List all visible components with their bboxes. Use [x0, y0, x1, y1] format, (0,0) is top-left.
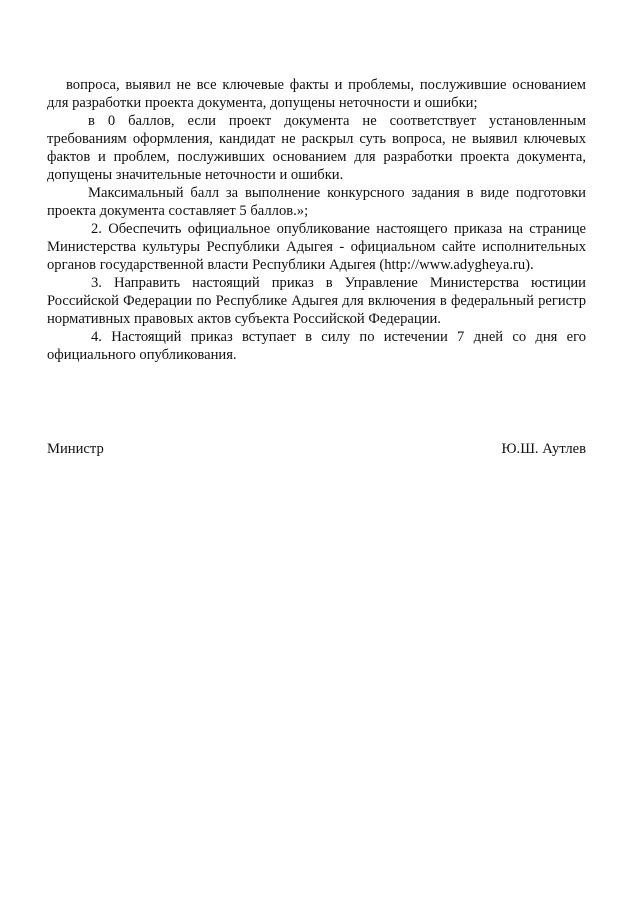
paragraph-item-2-publication: 2. Обеспечить официальное опубликование настоящего приказа на странице Министерства культуры Республики Адыгея - официальном сайте исполнительных органов государственной власти Республики Адыгея (http://www.adygheya.ru). [47, 221, 586, 273]
signatory-name: Ю.Ш. Аутлев [501, 441, 586, 457]
paragraph-zero-points: в 0 баллов, если проект документа не соответствует установленным требованиям оформления, кандидат не раскрыл суть вопроса, не выявил ключевых фактов и проблем, послуживших основанием для разработки проекта документа, допущены значительные неточности и ошибки. [47, 113, 586, 183]
signatory-position: Министр [47, 441, 104, 457]
document-body [47, 76, 586, 364]
paragraph-question-errors: вопроса, выявил не все ключевые факты и проблемы, послужившие основанием для разработки проекта документа, допущены неточности и ошибки; [47, 77, 586, 111]
paragraph-max-score: Максимальный балл за выполнение конкурсного задания в виде подготовки проекта документа составляет 5 баллов.»; [47, 185, 586, 219]
signature-block [47, 440, 586, 458]
paragraph-item-3-registry: 3. Направить настоящий приказ в Управление Министерства юстиции Российской Федерации по Республике Адыгея для включения в федеральный регистр нормативных правовых актов субъекта Российской Федерации. [47, 275, 586, 327]
paragraph-item-4-effective: 4. Настоящий приказ вступает в силу по истечении 7 дней со дня его официального опубликования. [47, 329, 586, 363]
